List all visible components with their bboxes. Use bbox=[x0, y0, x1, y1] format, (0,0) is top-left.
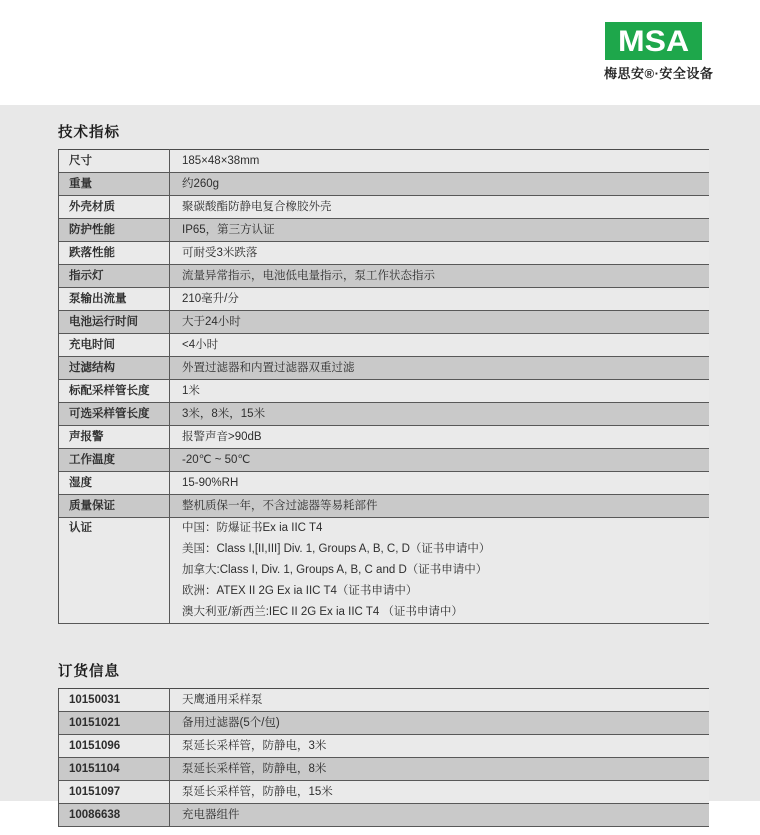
row-value: 报警声音>90dB bbox=[170, 426, 710, 449]
table-row bbox=[59, 449, 710, 472]
row-label: 认证 bbox=[59, 518, 170, 624]
row-label: 过滤结构 bbox=[59, 357, 170, 380]
content-area bbox=[0, 105, 709, 827]
row-label: 泵输出流量 bbox=[59, 288, 170, 311]
row-label: 10151021 bbox=[59, 712, 170, 735]
table-row bbox=[59, 735, 710, 758]
row-value: 1米 bbox=[170, 380, 710, 403]
table-row bbox=[59, 403, 710, 426]
row-label: 10150031 bbox=[59, 689, 170, 712]
row-value: 210毫升/分 bbox=[170, 288, 710, 311]
table-row bbox=[59, 712, 710, 735]
table-row bbox=[59, 804, 710, 827]
row-value: 15-90%RH bbox=[170, 472, 710, 495]
row-label: 10151104 bbox=[59, 758, 170, 781]
tech-specs-table bbox=[58, 149, 709, 624]
row-value-line: 美国：Class I,[II,III] Div. 1, Groups A, B, C, D（证书申请中） bbox=[182, 543, 491, 555]
row-label: 充电时间 bbox=[59, 334, 170, 357]
row-value: 约260g bbox=[170, 173, 710, 196]
row-label: 10151096 bbox=[59, 735, 170, 758]
row-value: 3米，8米，15米 bbox=[170, 403, 710, 426]
row-value-line: 中国：防爆证书Ex ia IIC T4 bbox=[182, 522, 323, 534]
row-label: 跌落性能 bbox=[59, 242, 170, 265]
row-label: 重量 bbox=[59, 173, 170, 196]
row-label: 10086638 bbox=[59, 804, 170, 827]
row-value: 泵延长采样管，防静电，3米 bbox=[170, 735, 710, 758]
table-row bbox=[59, 311, 710, 334]
row-value: 流量异常指示，电池低电量指示，泵工作状态指示 bbox=[170, 265, 710, 288]
row-value: -20℃ ~ 50℃ bbox=[170, 449, 710, 472]
row-value: IP65，第三方认证 bbox=[170, 219, 710, 242]
table-row bbox=[59, 196, 710, 219]
row-value-line: 加拿大:Class I, Div. 1, Groups A, B, C and D（证书申请中） bbox=[182, 564, 488, 576]
row-label: 指示灯 bbox=[59, 265, 170, 288]
row-label: 工作温度 bbox=[59, 449, 170, 472]
row-value-line: 澳大利亚/新西兰:IEC II 2G Ex ia IIC T4 （证书申请中） bbox=[182, 606, 463, 618]
row-value bbox=[170, 518, 710, 624]
row-value: 聚碳酸酯防静电复合橡胶外壳 bbox=[170, 196, 710, 219]
tech-specs-title: 技术指标 bbox=[58, 125, 120, 141]
row-value: 185×48×38mm bbox=[170, 150, 710, 173]
content-panel bbox=[0, 105, 760, 821]
row-label: 质量保证 bbox=[59, 495, 170, 518]
row-value: <4小时 bbox=[170, 334, 710, 357]
row-label: 声报警 bbox=[59, 426, 170, 449]
table-row bbox=[59, 472, 710, 495]
table-row bbox=[59, 288, 710, 311]
table-row bbox=[59, 219, 710, 242]
table-row bbox=[59, 689, 710, 712]
row-value: 泵延长采样管，防静电，8米 bbox=[170, 758, 710, 781]
table-row bbox=[59, 426, 710, 449]
row-value: 大于24小时 bbox=[170, 311, 710, 334]
row-label: 尺寸 bbox=[59, 150, 170, 173]
order-info-table bbox=[58, 688, 709, 827]
row-value-line: 欧洲：ATEX II 2G Ex ia IIC T4（证书申请中） bbox=[182, 585, 418, 597]
table-row bbox=[59, 758, 710, 781]
row-value: 泵延长采样管，防静电，15米 bbox=[170, 781, 710, 804]
table-row bbox=[59, 518, 710, 624]
row-label: 可选采样管长度 bbox=[59, 403, 170, 426]
order-info-title: 订货信息 bbox=[58, 664, 120, 680]
row-value: 充电器组件 bbox=[170, 804, 710, 827]
table-row bbox=[59, 265, 710, 288]
table-row bbox=[59, 495, 710, 518]
order-info-body bbox=[59, 689, 710, 827]
brand-tagline: 梅思安®·安全设备 bbox=[604, 66, 714, 81]
table-row bbox=[59, 334, 710, 357]
row-label: 湿度 bbox=[59, 472, 170, 495]
msa-logo-text: MSA bbox=[617, 24, 690, 58]
row-label: 外壳材质 bbox=[59, 196, 170, 219]
row-label: 10151097 bbox=[59, 781, 170, 804]
row-label: 电池运行时间 bbox=[59, 311, 170, 334]
row-value: 天鹰通用采样泵 bbox=[170, 689, 710, 712]
row-value: 备用过滤器(5个/包) bbox=[170, 712, 710, 735]
msa-logo bbox=[605, 22, 702, 60]
row-value: 整机质保一年，不含过滤器等易耗部件 bbox=[170, 495, 710, 518]
table-row bbox=[59, 242, 710, 265]
table-row bbox=[59, 150, 710, 173]
table-row bbox=[59, 357, 710, 380]
row-label: 防护性能 bbox=[59, 219, 170, 242]
row-value: 外置过滤器和内置过滤器双重过滤 bbox=[170, 357, 710, 380]
table-row bbox=[59, 380, 710, 403]
table-row bbox=[59, 173, 710, 196]
tech-specs-body bbox=[59, 150, 710, 624]
row-label: 标配采样管长度 bbox=[59, 380, 170, 403]
table-row bbox=[59, 781, 710, 804]
row-value: 可耐受3米跌落 bbox=[170, 242, 710, 265]
